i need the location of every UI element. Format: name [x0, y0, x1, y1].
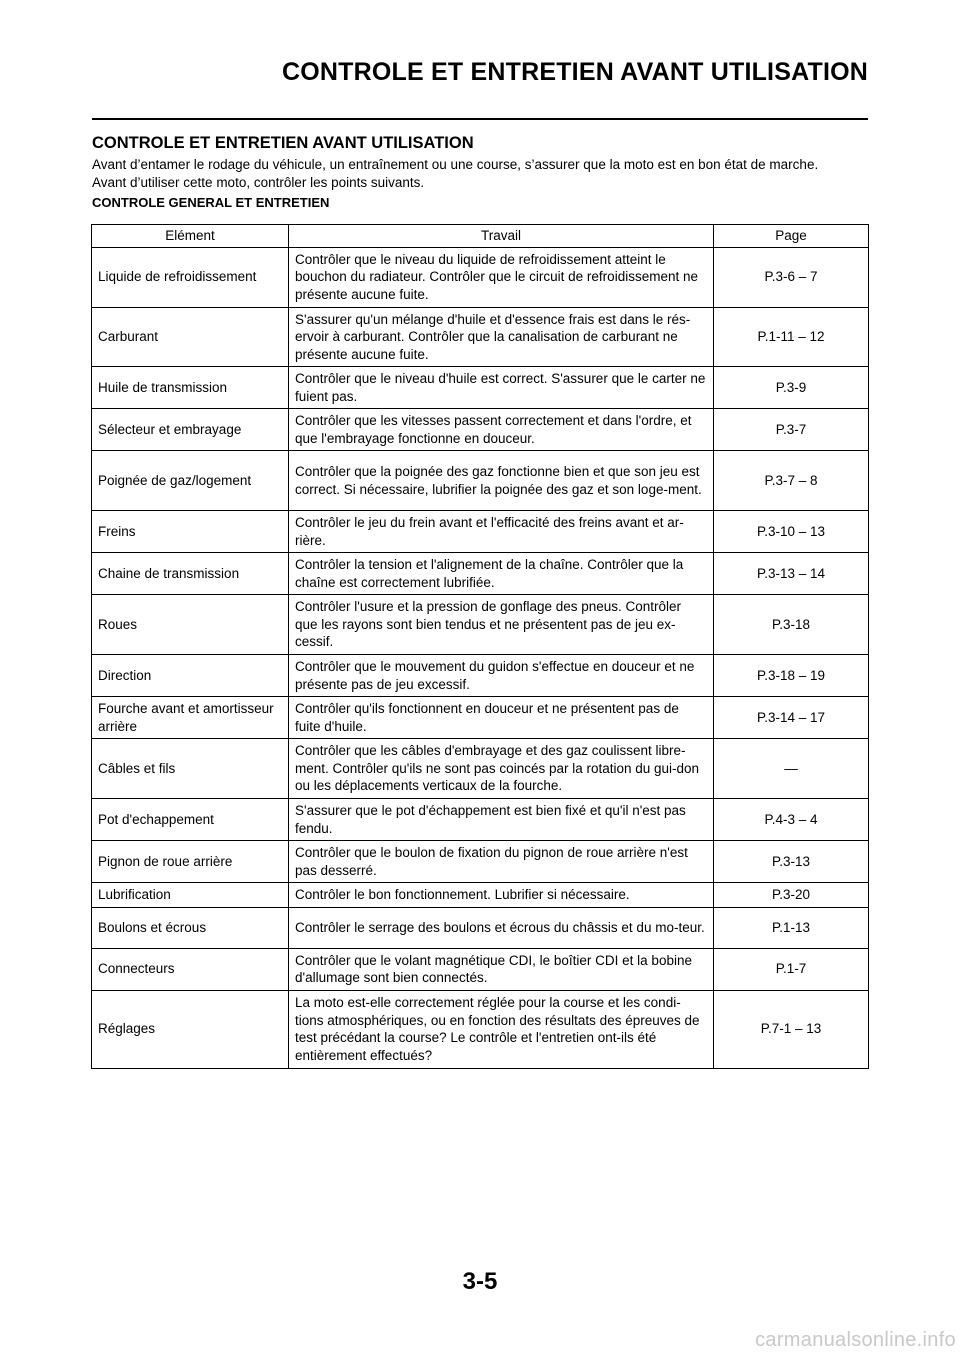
table-row [92, 247, 869, 307]
row-item: Direction [92, 655, 289, 697]
inspection-table [91, 224, 869, 1069]
row-work: Contrôler que la poignée des gaz fonctionne bien et que son jeu est correct. Si nécessaire, lubrifier la poignée des gaz et son loge-ment. [289, 451, 714, 511]
table-row [92, 990, 869, 1068]
table-row [92, 739, 869, 799]
subsection-title: CONTROLE GENERAL ET ENTRETIEN [92, 195, 330, 210]
table-row [92, 655, 869, 697]
table-row [92, 841, 869, 883]
table-row [92, 799, 869, 841]
row-item: Freins [92, 511, 289, 553]
row-page-ref: P.1-13 [714, 907, 869, 948]
row-page-ref: P.3-7 [714, 409, 869, 451]
table-row [92, 511, 869, 553]
intro-text [92, 156, 872, 192]
intro-line-1: Avant d’entamer le rodage du véhicule, un entraînement ou une course, s’assurer que la moto est en bon état de marche. [92, 157, 819, 172]
row-item: Réglages [92, 990, 289, 1068]
row-work: Contrôler que le niveau du liquide de refroidissement atteint le bouchon du radiateur. Contrôler que le circuit de refroidissement ne présente aucune fuite. [289, 247, 714, 307]
table-row [92, 367, 869, 409]
row-item: Liquide de refroidissement [92, 247, 289, 307]
row-item: Boulons et écrous [92, 907, 289, 948]
row-work: Contrôler le bon fonctionnement. Lubrifier si nécessaire. [289, 883, 714, 908]
column-header-work: Travail [289, 225, 714, 248]
row-work: La moto est-elle correctement réglée pour la course et les condi-tions atmosphériques, ou en fonction des résultats des épreuves de test précédant la course? Le contrôle et l'entretien ont-ils été entièrement effectués? [289, 990, 714, 1068]
row-work: Contrôler que le boulon de fixation du pignon de roue arrière n'est pas desserré. [289, 841, 714, 883]
row-item: Pignon de roue arrière [92, 841, 289, 883]
table-row [92, 883, 869, 908]
row-work: Contrôler que le mouvement du guidon s'effectue en douceur et ne présente pas de jeu excessif. [289, 655, 714, 697]
row-work: Contrôler que le volant magnétique CDI, le boîtier CDI et la bobine d'allumage sont bien connectés. [289, 948, 714, 990]
row-item: Carburant [92, 307, 289, 367]
row-work: Contrôler que les câbles d'embrayage et des gaz coulissent libre-ment. Contrôler qu'ils ne sont pas coincés par la rotation du gui-don ou les déplacements verticaux de la fourche. [289, 739, 714, 799]
row-page-ref: P.3-7 – 8 [714, 451, 869, 511]
row-work: Contrôler la tension et l'alignement de la chaîne. Contrôler que la chaîne est correctement lubrifiée. [289, 553, 714, 595]
column-header-element: Elément [92, 225, 289, 248]
row-page-ref: P.3-9 [714, 367, 869, 409]
table-row [92, 451, 869, 511]
row-item: Pot d'echappement [92, 799, 289, 841]
row-work: Contrôler que le niveau d'huile est correct. S'assurer que le carter ne fuient pas. [289, 367, 714, 409]
watermark: carmanualsonline.info [755, 1329, 956, 1351]
row-work: Contrôler le jeu du frein avant et l'efficacité des freins avant et ar-rière. [289, 511, 714, 553]
row-work: Contrôler que les vitesses passent correctement et dans l'ordre, et que l'embrayage fonctionne en douceur. [289, 409, 714, 451]
row-item: Huile de transmission [92, 367, 289, 409]
section-title: CONTROLE ET ENTRETIEN AVANT UTILISATION [92, 134, 474, 152]
table-row [92, 307, 869, 367]
row-page-ref: P.3-13 [714, 841, 869, 883]
row-item: Sélecteur et embrayage [92, 409, 289, 451]
header-rule [92, 118, 868, 120]
row-work: Contrôler qu'ils fonctionnent en douceur et ne présentent pas de fuite d'huile. [289, 697, 714, 739]
table-row [92, 907, 869, 948]
row-page-ref: P.1-11 – 12 [714, 307, 869, 367]
page-number: 3-5 [462, 1268, 498, 1295]
table-row [92, 948, 869, 990]
table-row [92, 409, 869, 451]
table-row [92, 595, 869, 655]
table-header-row [92, 225, 869, 248]
row-item: Câbles et fils [92, 739, 289, 799]
table-row [92, 697, 869, 739]
row-item: Lubrification [92, 883, 289, 908]
page-header-title: CONTROLE ET ENTRETIEN AVANT UTILISATION [281, 58, 868, 86]
row-page-ref: — [714, 739, 869, 799]
row-page-ref: P.3-18 – 19 [714, 655, 869, 697]
table-row [92, 553, 869, 595]
column-header-page: Page [714, 225, 869, 248]
row-work: Contrôler le serrage des boulons et écrous du châssis et du mo-teur. [289, 907, 714, 948]
row-page-ref: P.3-18 [714, 595, 869, 655]
row-page-ref: P.3-20 [714, 883, 869, 908]
row-page-ref: P.3-10 – 13 [714, 511, 869, 553]
row-work: Contrôler l'usure et la pression de gonflage des pneus. Contrôler que les rayons sont bien tendus et ne présentent pas de jeu ex-cessif. [289, 595, 714, 655]
row-item: Chaine de transmission [92, 553, 289, 595]
row-work: S'assurer que le pot d'échappement est bien fixé et qu'il n'est pas fendu. [289, 799, 714, 841]
intro-line-2: Avant d’utiliser cette moto, contrôler les points suivants. [92, 175, 425, 190]
row-page-ref: P.3-6 – 7 [714, 247, 869, 307]
row-item: Poignée de gaz/logement [92, 451, 289, 511]
row-page-ref: P.3-14 – 17 [714, 697, 869, 739]
row-work: S'assurer qu'un mélange d'huile et d'essence frais est dans le rés-ervoir à carburant. Contrôler que la canalisation de carburant ne présente aucune fuite. [289, 307, 714, 367]
row-page-ref: P.3-13 – 14 [714, 553, 869, 595]
row-item: Fourche avant et amortisseur arrière [92, 697, 289, 739]
row-item: Connecteurs [92, 948, 289, 990]
row-page-ref: P.7-1 – 13 [714, 990, 869, 1068]
row-item: Roues [92, 595, 289, 655]
row-page-ref: P.4-3 – 4 [714, 799, 869, 841]
row-page-ref: P.1-7 [714, 948, 869, 990]
